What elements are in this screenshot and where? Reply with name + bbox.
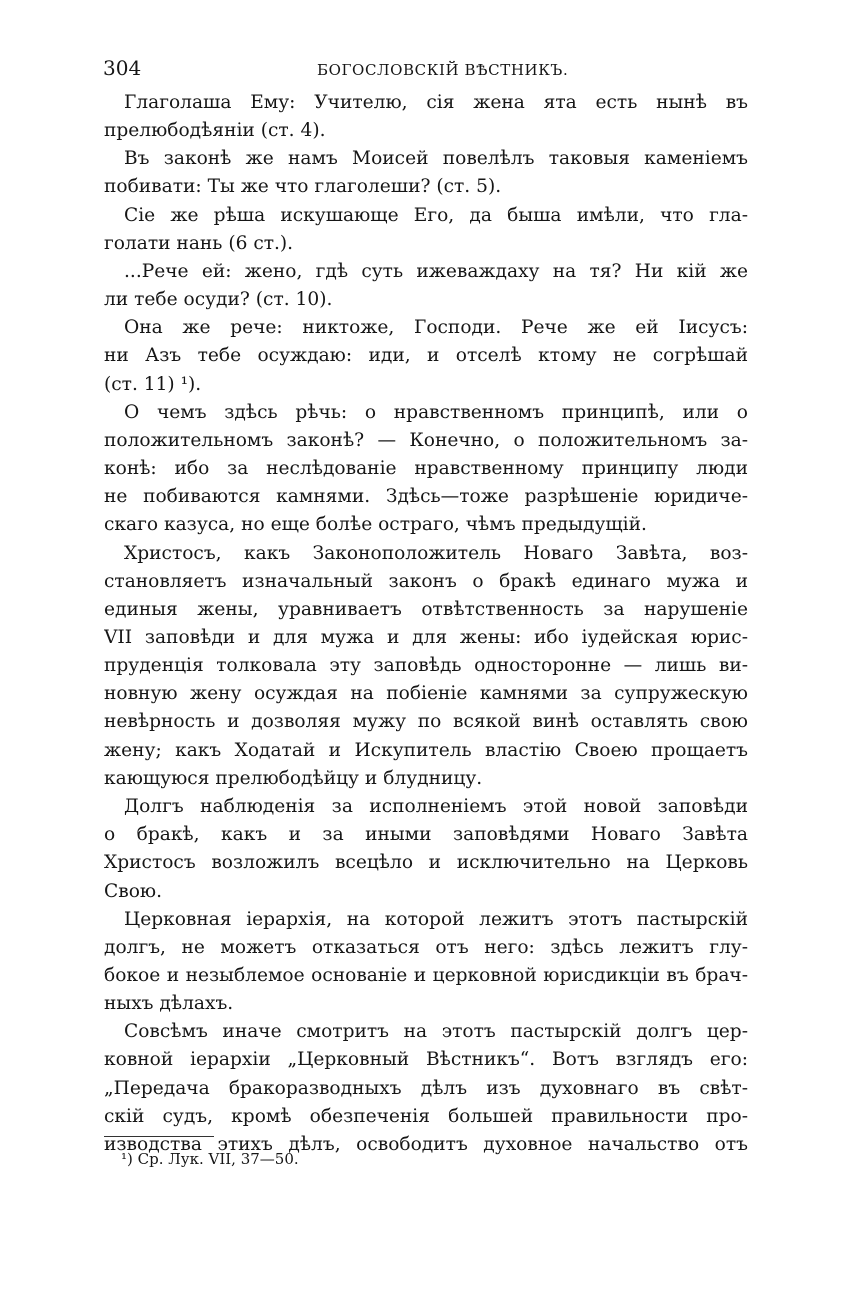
text-line: единыя жены, уравниваетъ отвѣтственность за нарушеніе — [104, 599, 748, 620]
text-line: „Передача бракоразводныхъ дѣлъ изъ духовнаго въ свѣт- — [104, 1078, 748, 1099]
text-line: Она же рече: никтоже, Господи. Рече же ей Іисусъ: — [124, 317, 748, 338]
text-line: (ст. 11) ¹). — [104, 374, 202, 395]
text-line: скій судъ, кромѣ обезпеченія большей правильности про- — [104, 1106, 748, 1127]
text-line: о бракѣ, какъ и за иными заповѣдями Новаго Завѣта — [104, 824, 748, 845]
text-line: ныхъ дѣлахъ. — [104, 993, 234, 1014]
text-line: побивати: Ты же что глаголеши? (ст. 5). — [104, 176, 502, 197]
text-line: Сіе же рѣша искушающе Его, да быша имѣли, что гла- — [124, 205, 748, 226]
text-line: Христосъ возложилъ всецѣло и исключительно на Церковь — [104, 852, 748, 873]
footnote: ¹) Ср. Лук. VII, 37—50. — [121, 1150, 299, 1168]
text-line: изводства этихъ дѣлъ, освободитъ духовное начальство отъ — [104, 1134, 748, 1155]
text-line: скаго казуса, но еще болѣе остраго, чѣмъ предыдущій. — [104, 514, 647, 535]
text-line: Долгъ наблюденія за исполненіемъ этой новой заповѣди — [124, 796, 748, 817]
text-line: кающуюся прелюбодѣйцу и блудницу. — [104, 768, 483, 789]
text-line: становляетъ изначальный законъ о бракѣ единаго мужа и — [104, 571, 748, 592]
text-line: бокое и незыблемое основаніе и церковной юрисдикціи въ брач- — [104, 965, 748, 986]
text-line: долгъ, не можетъ отказаться отъ него: здѣсь лежитъ глу- — [104, 937, 748, 958]
text-line: Церковная іерархія, на которой лежитъ этотъ пастырскій — [124, 909, 748, 930]
text-line: положительномъ законѣ? — Конечно, о положительномъ за- — [104, 430, 748, 451]
text-line: пруденція толковала эту заповѣдь односторонне — лишь ви- — [104, 655, 748, 676]
text-line: ...Рече ей: жено, гдѣ суть ижеваждаху на тя? Ни кій же — [124, 261, 748, 282]
text-line: О чемъ здѣсь рѣчь: о нравственномъ принципѣ, или о — [124, 402, 748, 423]
text-line: Въ законѣ же намъ Моисей повелѣлъ таковыя каменіемъ — [124, 148, 748, 169]
text-line: Глаголаша Ему: Учителю, сія жена ята есть нынѣ въ — [124, 92, 748, 113]
text-line: ковной іерархіи „Церковный Вѣстникъ“. Вотъ взглядъ его: — [104, 1049, 748, 1070]
footnote-separator — [104, 1136, 214, 1137]
text-line: VII заповѣди и для мужа и для жены: ибо іудейская юрис- — [104, 627, 748, 648]
text-line: конѣ: ибо за неслѣдованіе нравственному принципу люди — [104, 458, 748, 479]
text-line: не побиваются камнями. Здѣсь—тоже разрѣшеніе юридиче- — [104, 486, 748, 507]
running-header: БОГОСЛОВСКІЙ ВѢСТНИКЪ. — [317, 61, 569, 79]
text-line: Христосъ, какъ Законоположитель Новаго Завѣта, воз- — [124, 543, 748, 564]
text-line: новную жену осуждая на побіеніе камнями за супружескую — [104, 683, 748, 704]
text-line: Совсѣмъ иначе смотритъ на этотъ пастырскій долгъ цер- — [124, 1021, 748, 1042]
text-line: невѣрность и дозволяя мужу по всякой винѣ оставлять свою — [104, 711, 748, 732]
text-line: жену; какъ Ходатай и Искупитель властію Своею прощаетъ — [104, 740, 748, 761]
text-line: голати нань (6 ст.). — [104, 233, 294, 254]
text-line: прелюбодѣяніи (ст. 4). — [104, 120, 326, 141]
page-number: 304 — [103, 56, 142, 80]
text-line: ни Азъ тебе осуждаю: иди, и отселѣ ктому не согрѣшай — [104, 345, 748, 366]
text-line: Свою. — [104, 881, 162, 902]
text-line: ли тебе осуди? (ст. 10). — [104, 289, 333, 310]
